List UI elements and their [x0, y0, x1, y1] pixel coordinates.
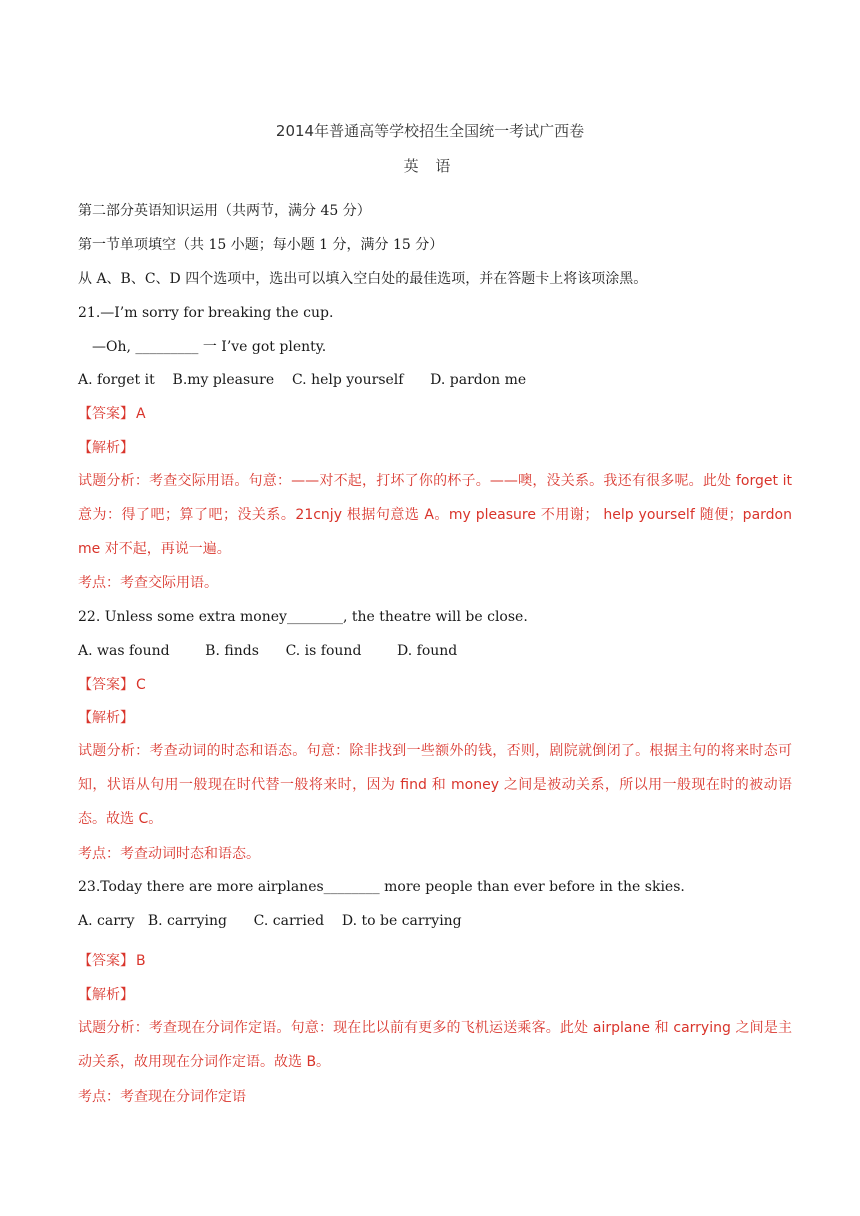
answer-value: B [136, 953, 146, 969]
question-21-analysis-label [78, 439, 134, 457]
answer-value: C [136, 677, 146, 693]
document-subject: 英 语 [403, 157, 457, 175]
question-21-analysis: 试题分析：考查交际用语。句意：——对不起，打坏了你的杯子。——噢，没关系。我还有很多呢。此处 forget it 意为：得了吧；算了吧；没关系。21cnjy 根据句意选 A。my pleasure 不用谢； help yourself 随便；pardon me 对不起，再说一遍。 [78, 473, 792, 557]
question-23-analysis: 试题分析：考查现在分词作定语。句意：现在比以前有更多的飞机运送乘客。此处 airplane 和 carrying 之间是主动关系，故用现在分词作定语。故选 B。 [78, 1020, 792, 1070]
question-22-options: A. was found B. finds C. is found D. found [78, 643, 458, 659]
analysis-label: 【解析】 [78, 440, 134, 456]
analysis-label: 【解析】 [78, 710, 134, 726]
question-21-response: —Oh, _________ 一 I’ve got plenty. [92, 339, 327, 355]
question-22-analysis-label [78, 709, 134, 727]
question-23-analysis-label [78, 986, 134, 1004]
question-23-answer [78, 952, 146, 970]
answer-label: 【答案】 [78, 953, 134, 969]
question-21-point: 考点：考查交际用语。 [78, 575, 218, 591]
analysis-label: 【解析】 [78, 987, 134, 1003]
question-22-stem: 22. Unless some extra money________, the theatre will be close. [78, 609, 528, 625]
answer-value: A [136, 406, 146, 422]
question-22-analysis: 试题分析：考查动词的时态和语态。句意：除非找到一些额外的钱，否则，剧院就倒闭了。根据主句的将来时态可知，状语从句用一般现在时代替一般将来时，因为 find 和 money 之间是被动关系，所以用一般现在时的被动语态。故选 C。 [78, 743, 792, 827]
instruction-text: 从 A、B、C、D 四个选项中，选出可以填入空白处的最佳选项，并在答题卡上将该项涂黑。 [78, 271, 648, 287]
question-21-stem: 21.—I’m sorry for breaking the cup. [78, 305, 334, 321]
document-title: 2014年普通高等学校招生全国统一考试广西卷 [275, 122, 585, 140]
question-21-options: A. forget it B.my pleasure C. help yourself D. pardon me [78, 372, 527, 388]
part-heading: 第二部分英语知识运用（共两节，满分 45 分） [78, 203, 371, 219]
section-heading: 第一节单项填空（共 15 小题；每小题 1 分，满分 15 分） [78, 237, 444, 253]
answer-label: 【答案】 [78, 677, 134, 693]
answer-label: 【答案】 [78, 406, 134, 422]
question-23-point: 考点：考查现在分词作定语 [78, 1089, 246, 1105]
question-21-answer [78, 405, 146, 423]
question-23-stem: 23.Today there are more airplanes________ more people than ever before in the skies. [78, 879, 685, 895]
question-22-point: 考点：考查动词时态和语态。 [78, 846, 260, 862]
question-22-answer [78, 676, 146, 694]
question-23-options: A. carry B. carrying C. carried D. to be carrying [78, 913, 462, 929]
